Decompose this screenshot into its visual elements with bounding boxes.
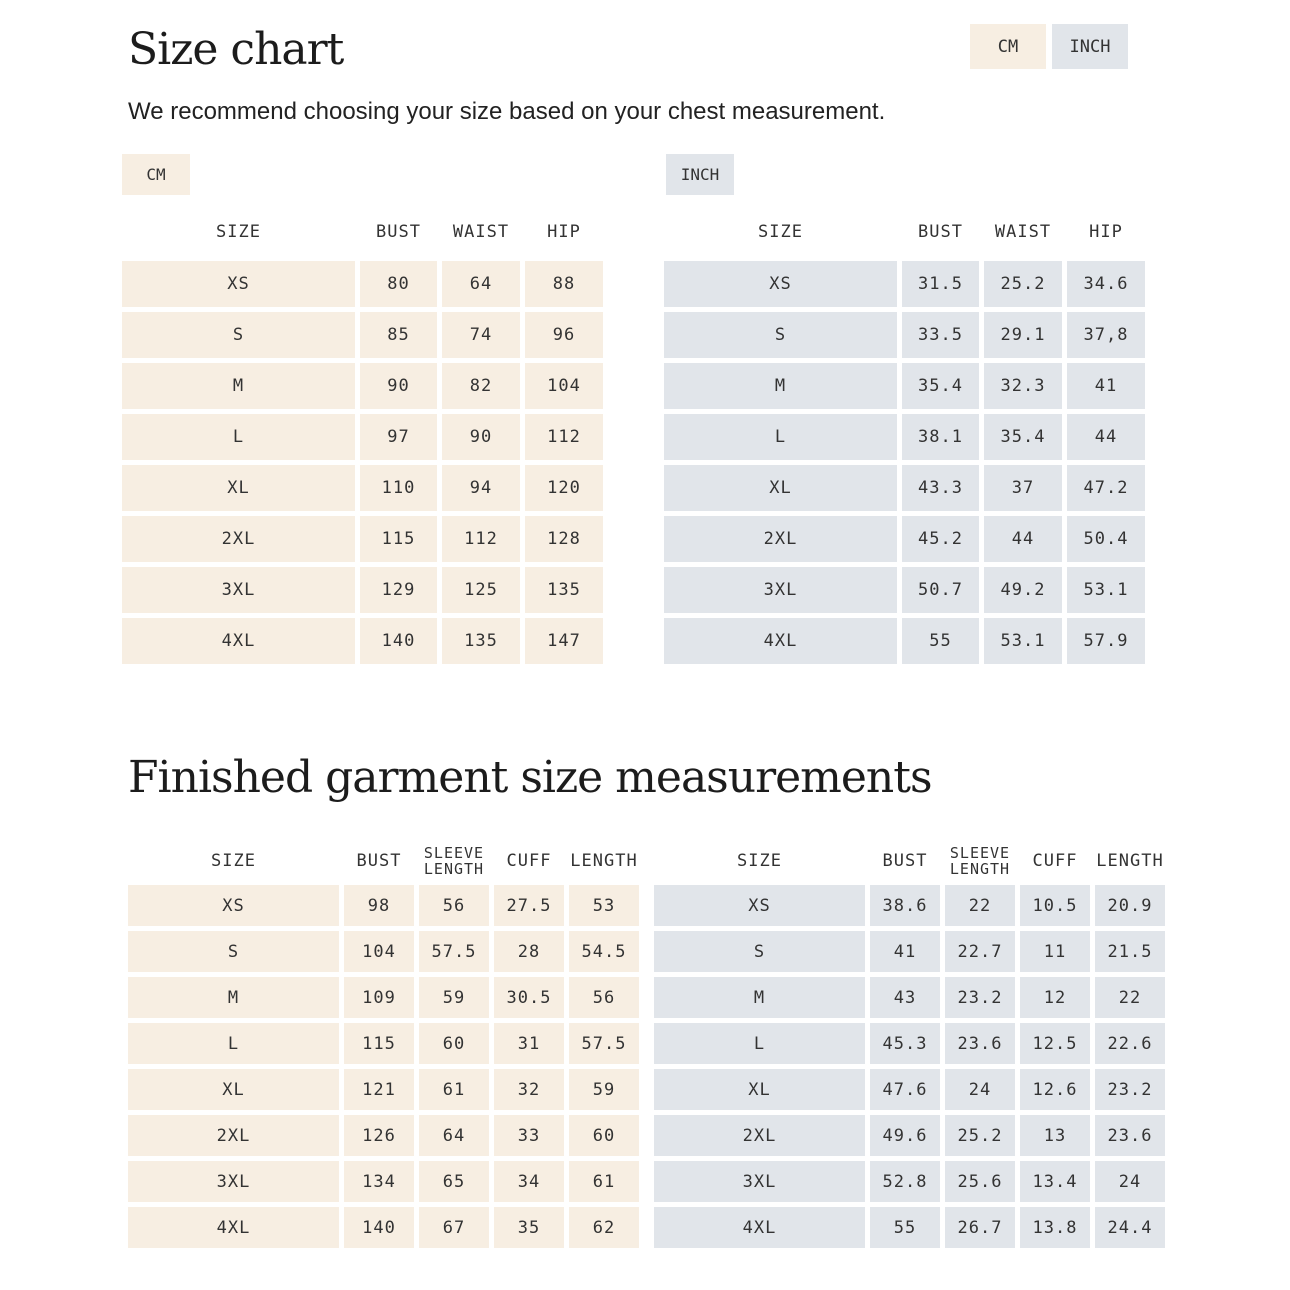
column-header: CUFF	[1032, 851, 1078, 871]
measurement-cell: 35.4	[984, 414, 1062, 460]
measurement-cell: 12.5	[1020, 1023, 1090, 1064]
size-cell: M	[128, 977, 339, 1018]
size-cell: M	[122, 363, 355, 409]
measurement-cell: 23.2	[945, 977, 1015, 1018]
size-cell: L	[664, 414, 897, 460]
measurement-cell: 23.6	[1095, 1115, 1165, 1156]
size-cell: 2XL	[654, 1115, 865, 1156]
measurement-cell: 50.7	[902, 567, 979, 613]
size-cell: L	[654, 1023, 865, 1064]
measurement-cell: 45.3	[870, 1023, 940, 1064]
measurement-cell: 21.5	[1095, 931, 1165, 972]
garment-cm-table	[128, 842, 639, 1248]
measurement-cell: 56	[419, 885, 489, 926]
size-cell: 3XL	[654, 1161, 865, 1202]
measurement-cell: 31	[494, 1023, 564, 1064]
measurement-cell: 35	[494, 1207, 564, 1248]
measurement-cell: 94	[442, 465, 520, 511]
measurement-cell: 59	[569, 1069, 639, 1110]
measurement-cell: 53.1	[1067, 567, 1145, 613]
column-header: BUST	[882, 851, 928, 871]
measurement-cell: 115	[360, 516, 437, 562]
measurement-cell: 85	[360, 312, 437, 358]
measurement-cell: 140	[360, 618, 437, 664]
size-cell: XS	[122, 261, 355, 307]
measurement-cell: 34	[494, 1161, 564, 1202]
measurement-cell: 50.4	[1067, 516, 1145, 562]
measurement-cell: 22	[1095, 977, 1165, 1018]
measurement-cell: 41	[870, 931, 940, 972]
size-cell: L	[122, 414, 355, 460]
size-chart-title: Size chart	[128, 24, 344, 75]
cm-table-label: CM	[122, 154, 190, 195]
measurement-cell: 24.4	[1095, 1207, 1165, 1248]
measurement-cell: 104	[525, 363, 603, 409]
measurement-cell: 13.4	[1020, 1161, 1090, 1202]
measurement-cell: 33	[494, 1115, 564, 1156]
measurement-cell: 129	[360, 567, 437, 613]
unit-toggle-cm[interactable]: CM	[970, 24, 1046, 69]
size-cell: M	[664, 363, 897, 409]
measurement-cell: 64	[419, 1115, 489, 1156]
size-cell: 2XL	[122, 516, 355, 562]
measurement-cell: 109	[344, 977, 414, 1018]
size-cell: 3XL	[664, 567, 897, 613]
measurement-cell: 33.5	[902, 312, 979, 358]
size-cell: XS	[664, 261, 897, 307]
measurement-cell: 96	[525, 312, 603, 358]
column-header: HIP	[1089, 222, 1123, 242]
column-header: CUFF	[506, 851, 552, 871]
measurement-cell: 38.1	[902, 414, 979, 460]
measurement-cell: 30.5	[494, 977, 564, 1018]
measurement-cell: 57.9	[1067, 618, 1145, 664]
measurement-cell: 32.3	[984, 363, 1062, 409]
measurement-cell: 134	[344, 1161, 414, 1202]
measurement-cell: 60	[419, 1023, 489, 1064]
measurement-cell: 52.8	[870, 1161, 940, 1202]
measurement-cell: 43.3	[902, 465, 979, 511]
measurement-cell: 147	[525, 618, 603, 664]
measurement-cell: 20.9	[1095, 885, 1165, 926]
garment-inch-table	[654, 842, 1165, 1248]
measurement-cell: 121	[344, 1069, 414, 1110]
measurement-cell: 53	[569, 885, 639, 926]
column-header: SIZE	[216, 222, 261, 242]
measurement-cell: 13.8	[1020, 1207, 1090, 1248]
size-cell: XL	[122, 465, 355, 511]
measurement-cell: 22	[945, 885, 1015, 926]
measurement-cell: 74	[442, 312, 520, 358]
measurement-cell: 28	[494, 931, 564, 972]
column-header: LENGTH	[570, 851, 638, 871]
size-cell: S	[122, 312, 355, 358]
size-cell: S	[128, 931, 339, 972]
column-header: BUST	[376, 222, 421, 242]
measurement-cell: 31.5	[902, 261, 979, 307]
measurement-cell: 37	[984, 465, 1062, 511]
measurement-cell: 45.2	[902, 516, 979, 562]
size-cell: 3XL	[122, 567, 355, 613]
measurement-cell: 23.2	[1095, 1069, 1165, 1110]
measurement-cell: 135	[442, 618, 520, 664]
measurement-cell: 24	[945, 1069, 1015, 1110]
measurement-cell: 126	[344, 1115, 414, 1156]
measurement-cell: 41	[1067, 363, 1145, 409]
measurement-cell: 140	[344, 1207, 414, 1248]
measurement-cell: 65	[419, 1161, 489, 1202]
column-header: WAIST	[994, 222, 1052, 242]
inch-table-label: INCH	[666, 154, 734, 195]
measurement-cell: 22.7	[945, 931, 1015, 972]
size-cell: XS	[128, 885, 339, 926]
measurement-cell: 54.5	[569, 931, 639, 972]
size-cell: S	[664, 312, 897, 358]
column-header: LENGTH	[1096, 851, 1164, 871]
measurement-cell: 128	[525, 516, 603, 562]
measurement-cell: 110	[360, 465, 437, 511]
size-cell: S	[654, 931, 865, 972]
measurement-cell: 47.2	[1067, 465, 1145, 511]
size-cell: L	[128, 1023, 339, 1064]
measurement-cell: 24	[1095, 1161, 1165, 1202]
measurement-cell: 23.6	[945, 1023, 1015, 1064]
cut-off-footnote	[128, 1282, 1148, 1290]
measurement-cell: 59	[419, 977, 489, 1018]
measurement-cell: 112	[525, 414, 603, 460]
measurement-cell: 61	[419, 1069, 489, 1110]
measurement-cell: 97	[360, 414, 437, 460]
measurement-cell: 25.6	[945, 1161, 1015, 1202]
measurement-cell: 34.6	[1067, 261, 1145, 307]
measurement-cell: 61	[569, 1161, 639, 1202]
measurement-cell: 104	[344, 931, 414, 972]
measurement-cell: 62	[569, 1207, 639, 1248]
size-recommendation-text: We recommend choosing your size based on your chest measurement.	[128, 98, 886, 125]
finished-garment-title: Finished garment size measurements	[128, 752, 932, 803]
measurement-cell: 53.1	[984, 618, 1062, 664]
measurement-cell: 120	[525, 465, 603, 511]
measurement-cell: 90	[442, 414, 520, 460]
measurement-cell: 90	[360, 363, 437, 409]
measurement-cell: 44	[984, 516, 1062, 562]
measurement-cell: 10.5	[1020, 885, 1090, 926]
column-header: BUST	[356, 851, 402, 871]
measurement-cell: 55	[870, 1207, 940, 1248]
size-cell: XS	[654, 885, 865, 926]
measurement-cell: 25.2	[945, 1115, 1015, 1156]
measurement-cell: 26.7	[945, 1207, 1015, 1248]
column-header: BUST	[918, 222, 963, 242]
measurement-cell: 60	[569, 1115, 639, 1156]
size-chart-inch-table	[664, 208, 1145, 664]
measurement-cell: 38.6	[870, 885, 940, 926]
measurement-cell: 47.6	[870, 1069, 940, 1110]
measurement-cell: 64	[442, 261, 520, 307]
measurement-cell: 125	[442, 567, 520, 613]
measurement-cell: 112	[442, 516, 520, 562]
size-cell: XL	[654, 1069, 865, 1110]
measurement-cell: 37,8	[1067, 312, 1145, 358]
measurement-cell: 82	[442, 363, 520, 409]
measurement-cell: 11	[1020, 931, 1090, 972]
measurement-cell: 57.5	[569, 1023, 639, 1064]
measurement-cell: 13	[1020, 1115, 1090, 1156]
column-header: SIZE	[211, 851, 256, 871]
column-header: SLEEVE LENGTH	[949, 844, 1011, 878]
measurement-cell: 29.1	[984, 312, 1062, 358]
size-cell: 4XL	[664, 618, 897, 664]
column-header: WAIST	[452, 222, 510, 242]
measurement-cell: 98	[344, 885, 414, 926]
measurement-cell: 32	[494, 1069, 564, 1110]
measurement-cell: 49.6	[870, 1115, 940, 1156]
measurement-cell: 115	[344, 1023, 414, 1064]
size-chart-cm-table	[122, 208, 603, 664]
measurement-cell: 88	[525, 261, 603, 307]
measurement-cell: 43	[870, 977, 940, 1018]
measurement-cell: 25.2	[984, 261, 1062, 307]
measurement-cell: 49.2	[984, 567, 1062, 613]
measurement-cell: 12	[1020, 977, 1090, 1018]
size-cell: 4XL	[122, 618, 355, 664]
measurement-cell: 55	[902, 618, 979, 664]
size-cell: 4XL	[654, 1207, 865, 1248]
column-header: HIP	[547, 222, 581, 242]
measurement-cell: 35.4	[902, 363, 979, 409]
measurement-cell: 57.5	[419, 931, 489, 972]
measurement-cell: 44	[1067, 414, 1145, 460]
measurement-cell: 22.6	[1095, 1023, 1165, 1064]
measurement-cell: 80	[360, 261, 437, 307]
column-header: SIZE	[737, 851, 782, 871]
measurement-cell: 56	[569, 977, 639, 1018]
measurement-cell: 12.6	[1020, 1069, 1090, 1110]
size-cell: 3XL	[128, 1161, 339, 1202]
measurement-cell: 67	[419, 1207, 489, 1248]
size-cell: 2XL	[664, 516, 897, 562]
size-cell: 4XL	[128, 1207, 339, 1248]
size-cell: XL	[664, 465, 897, 511]
unit-toggle-inch[interactable]: INCH	[1052, 24, 1128, 69]
column-header: SLEEVE LENGTH	[423, 844, 485, 878]
column-header: SIZE	[758, 222, 803, 242]
size-cell: XL	[128, 1069, 339, 1110]
size-cell: 2XL	[128, 1115, 339, 1156]
measurement-cell: 27.5	[494, 885, 564, 926]
size-cell: M	[654, 977, 865, 1018]
measurement-cell: 135	[525, 567, 603, 613]
